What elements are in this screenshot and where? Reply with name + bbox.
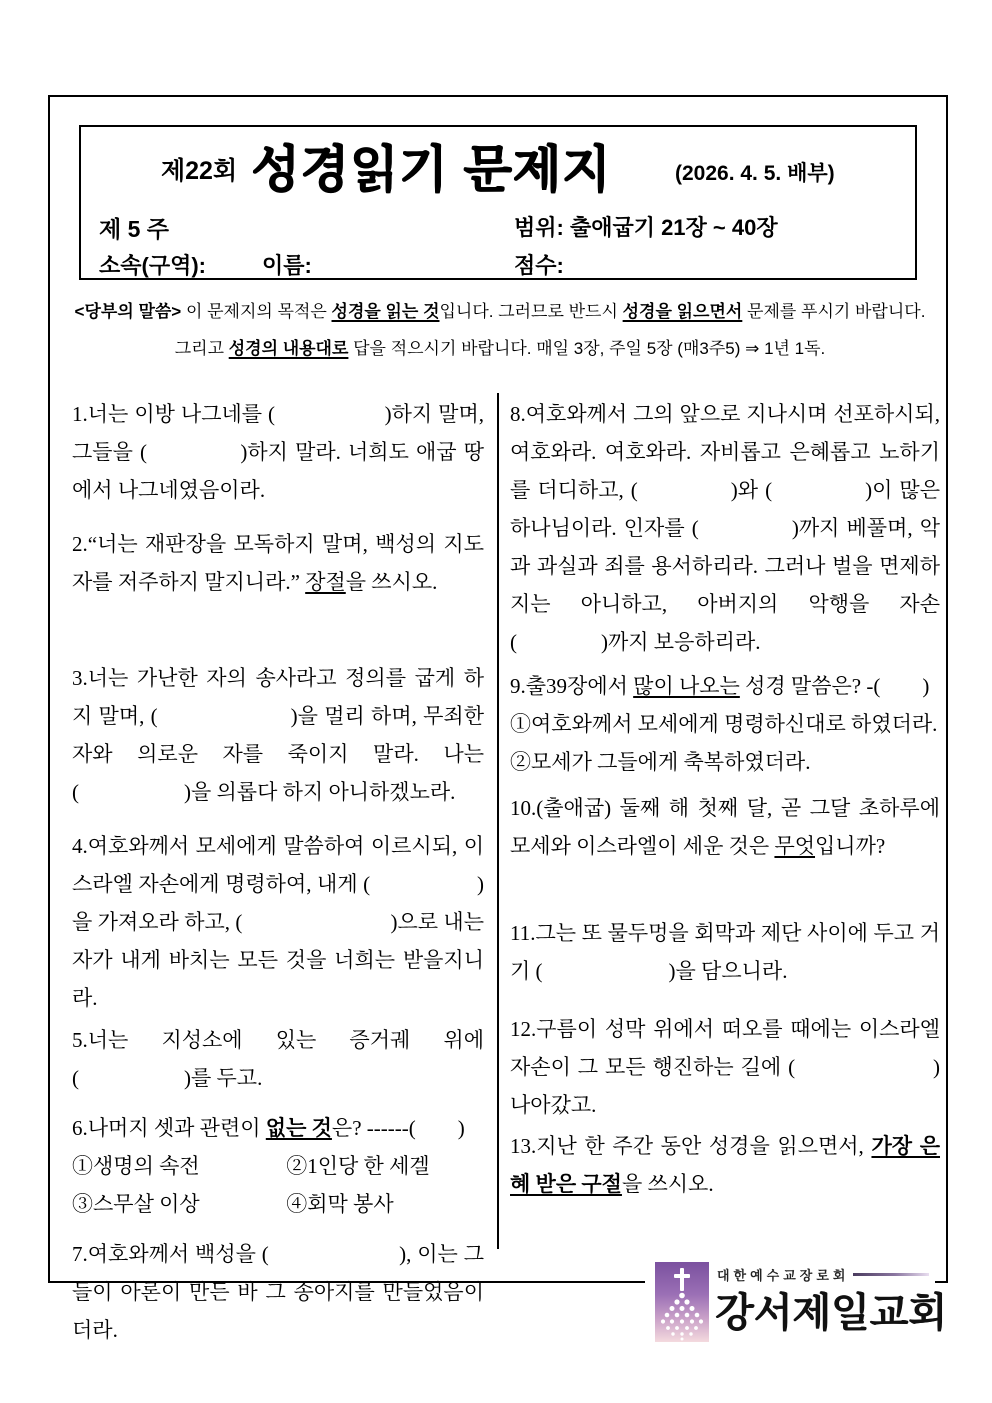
affiliation-label: 소속(구역): — [99, 253, 206, 278]
text-segment: 을 쓰시오. — [345, 570, 438, 594]
question-9 — [510, 667, 940, 781]
text-segment: 입니까? — [815, 834, 886, 858]
text-segment: 그리고 — [174, 339, 229, 358]
question-3 — [72, 659, 484, 811]
question-6 — [72, 1109, 484, 1223]
page-title: 성경읽기 문제지 — [251, 141, 611, 197]
text-segment: 8.여호와께서 그의 앞으로 지나시며 선포하시되, 여호와라. 여호와라. 자비롭고 은혜롭고 노하기를 더디하고, ( )와 ( )이 많은 하나님이라. 인자를 ( )까지 베풀며, 악과 과실과 죄를 용서하리라. 그러나 벌을 면제하지는 아니하고, 아버지의 악행을 자손 ( )까지 보응하리라. — [510, 402, 940, 654]
church-logo — [645, 1253, 947, 1351]
question-11 — [510, 914, 940, 990]
text-segment: 13.지난 한 주간 동안 성경을 읽으면서, — [510, 1134, 872, 1158]
denomination-label: 대한예수교장로회 — [717, 1268, 850, 1283]
text-segment: 2.“너는 재판장을 모독하지 말며, 백성의 지도자를 저주하지 말지니라.” — [72, 532, 484, 594]
range-label: 범위: 출애굽기 21장 ~ 40장 — [514, 215, 778, 240]
text-segment: 성경 말씀은? -( ) — [739, 674, 930, 698]
header-box — [79, 125, 917, 280]
option-4: ④회막 봉사 — [286, 1192, 394, 1216]
text-segment: 12.구름이 성막 위에서 떠오를 때에는 이스라엘 자손이 그 모든 행진하는 길에 ( ) 나아갔고. — [510, 1017, 940, 1117]
question-9-text — [510, 667, 940, 705]
text-segment: 많이 나오는 — [633, 674, 740, 698]
text-segment: 성경을 읽으면서 — [622, 302, 743, 321]
week-label: 제 5 주 — [99, 216, 170, 242]
text-segment: 9.출39장에서 — [510, 674, 634, 698]
question-8 — [510, 395, 940, 661]
text-segment: 장절 — [305, 570, 346, 594]
header-row-week-range — [81, 211, 915, 241]
right-column — [510, 395, 940, 1203]
text-segment: 1.너는 이방 나그네를 ( )하지 말며, 그들을 ( )하지 말라. 너희도 애굽 땅에서 나그네였음이라. — [72, 402, 484, 502]
question-13 — [510, 1127, 940, 1203]
notice-line-1 — [62, 293, 938, 330]
left-column — [72, 395, 484, 1349]
header-row-identity — [81, 249, 915, 279]
question-5 — [72, 1021, 484, 1097]
text-segment: 이 문제지의 목적은 — [185, 302, 332, 321]
text-segment: 10.(출애굽) 둘째 해 첫째 달, 곧 그달 초하루에 모세와 이스라엘이 세운 것은 — [510, 796, 940, 858]
text-segment: 성경을 읽는 것 — [331, 302, 440, 321]
text-segment: 7.여호와께서 백성을 ( ), 이는 그들이 아론이 만든 바 그 송아지를 만들었음이더라. — [72, 1242, 484, 1342]
text-segment: 4.여호와께서 모세에게 말씀하여 이르시되, 이스라엘 자손에게 명령하여, 내게 ( )을 가져오라 하고, ( )으로 내는 자가 내게 바치는 모든 것을 너희는 받을지니라. — [72, 834, 484, 1010]
option-2: ②모세가 그들에게 축복하였더라. — [510, 750, 811, 774]
option-3: ③스무살 이상 — [72, 1192, 200, 1216]
question-4 — [72, 827, 484, 1017]
text-segment: 5.너는 지성소에 있는 증거궤 위에 ( )를 두고. — [72, 1028, 484, 1090]
question-2 — [72, 525, 484, 601]
text-segment: 6.나머지 셋과 관련이 — [72, 1116, 266, 1140]
name-label: 이름: — [262, 253, 312, 278]
text-segment: 은? ------( ) — [331, 1116, 465, 1140]
text-segment: 을 쓰시오. — [621, 1172, 714, 1196]
text-segment: 입니다. 그러므로 반드시 — [439, 302, 623, 321]
notice-line-2 — [62, 330, 938, 367]
score-label: 점수: — [514, 253, 564, 278]
question-10 — [510, 789, 940, 865]
question-1 — [72, 395, 484, 509]
option-1: ①생명의 속전 — [72, 1154, 200, 1178]
text-segment: <당부의 말씀> — [74, 302, 186, 321]
text-segment: 성경의 내용대로 — [228, 339, 349, 358]
column-divider — [497, 393, 499, 1249]
option-2: ②1인당 한 세겔 — [286, 1154, 430, 1178]
denomination-rule-line — [853, 1273, 929, 1276]
option-1: ①여호와께서 모세에게 명령하신대로 하였더라. — [510, 712, 938, 736]
text-segment: 문제를 푸시기 바랍니다. — [742, 302, 926, 321]
question-12 — [510, 1010, 940, 1124]
instruction-notice — [62, 293, 938, 367]
church-name: 강서제일교회 — [715, 1291, 947, 1335]
text-segment: 답을 적으시기 바랍니다. 매일 3장, 주일 5장 (매3주5) ⇒ 1년 1독. — [348, 339, 826, 358]
text-segment: 없는 것 — [265, 1116, 332, 1140]
text-segment: 3.너는 가난한 자의 송사라고 정의를 굽게 하지 말며, ( )을 멀리 하며, 무죄한 자와 의로운 자를 죽이지 말라. 나는 ( )을 의롭다 하지 아니하겠노라. — [72, 666, 484, 804]
question-7 — [72, 1235, 484, 1349]
question-6-options — [72, 1147, 484, 1223]
text-segment: 가장 은혜 받은 구절 — [510, 1134, 940, 1196]
question-6-text — [72, 1109, 484, 1147]
text-segment: 무엇 — [774, 834, 816, 858]
round-number: 제22회 — [161, 157, 238, 185]
cross-and-dots-icon — [655, 1261, 709, 1343]
text-segment: 11.그는 또 물두멍을 회막과 제단 사이에 두고 거기 ( )을 담으니라. — [510, 921, 940, 983]
distribution-date: (2026. 4. 5. 배부) — [675, 162, 835, 185]
